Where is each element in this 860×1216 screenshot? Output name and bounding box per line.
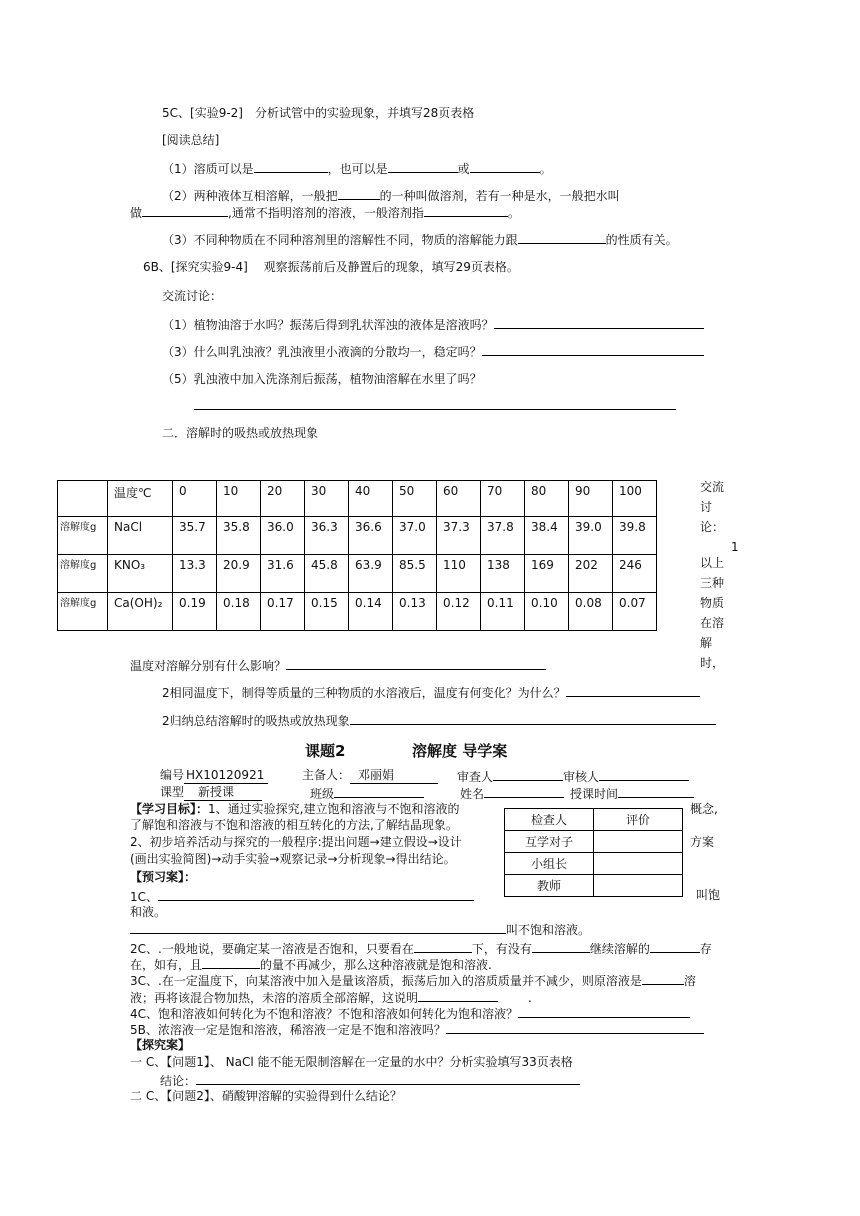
lesson-title-number: 课题2 bbox=[305, 742, 346, 760]
temp-cell: 70 bbox=[481, 481, 525, 517]
value-cell: 246 bbox=[613, 555, 657, 593]
reading-summary-heading: [阅读总结] bbox=[162, 133, 220, 147]
value-cell: 20.9 bbox=[217, 555, 261, 593]
value-cell: 63.9 bbox=[349, 555, 393, 593]
evaluation-table bbox=[504, 808, 683, 897]
preview-q3-cont: 液；再将该混合物加热，未溶的溶质全部溶解，这说明 . bbox=[130, 991, 532, 1005]
value-cell: 0.17 bbox=[261, 593, 305, 631]
preparer-field: 主备人： 邓丽娟 bbox=[302, 768, 438, 784]
temp-cell: 40 bbox=[349, 481, 393, 517]
explore-heading: 【探究案】 bbox=[130, 1038, 191, 1052]
value-cell: 36.0 bbox=[261, 517, 305, 555]
summary-item-3: （3）不同种物质在不同种溶剂里的溶解性不同，物质的溶解能力跟 的性质有关。 bbox=[162, 233, 678, 247]
value-cell: 85.5 bbox=[393, 555, 437, 593]
unit-cell: 溶解度g bbox=[58, 555, 108, 593]
discussion-q1: （1）植物油溶于水吗？振荡后得到乳状浑浊的液体是溶液吗？ bbox=[162, 316, 704, 333]
discussion-q3: （3）什么叫乳浊液？乳浊液里小液滴的分散均一，稳定吗？ bbox=[162, 343, 704, 360]
temp-cell: 0 bbox=[173, 481, 217, 517]
value-cell: 0.10 bbox=[525, 593, 569, 631]
temp-cell: 10 bbox=[217, 481, 261, 517]
temperature-label: 温度℃ bbox=[108, 481, 173, 517]
unit-cell: 溶解度g bbox=[58, 593, 108, 631]
class-field: 班级 bbox=[310, 785, 424, 802]
experiment-9-2-line: 5C、[实验9-2] 分析试管中的实验现象，并填写28页表格 bbox=[162, 106, 475, 120]
goal-line-4: (画出实验简图)→动手实验→观察记录→分析现象→得出结论。 bbox=[130, 852, 456, 866]
eval-row-group-leader: 小组长 bbox=[505, 853, 594, 875]
eval-cell bbox=[594, 853, 683, 875]
side-number: 1 bbox=[731, 540, 739, 554]
temp-cell: 80 bbox=[525, 481, 569, 517]
preview-q1: 1C、 bbox=[130, 888, 474, 905]
preview-q1-cont: 和液。 bbox=[130, 905, 167, 919]
value-cell: 39.8 bbox=[613, 517, 657, 555]
side-discussion-label: 交流讨论： bbox=[700, 480, 725, 534]
summary-item-2-cont: 做 ,通常不指明溶剂的溶液，一般溶剂指 。 bbox=[130, 206, 520, 220]
value-cell: 0.13 bbox=[393, 593, 437, 631]
answer-line bbox=[194, 395, 676, 410]
value-cell: 35.8 bbox=[217, 517, 261, 555]
summary-item-2: （2）两种液体互相溶解，一般把 的一种叫做溶剂，若有一种是水，一般把水叫 bbox=[162, 189, 620, 203]
eval-header-rating: 评价 bbox=[594, 809, 683, 831]
temp-cell: 90 bbox=[569, 481, 613, 517]
temperature-change-question: 2相同温度下，制得等质量的三种物质的水溶液后，温度有何变化？为什么？ bbox=[162, 684, 700, 701]
preview-q3: 3C、.在一定温度下，向某溶液中加入是量该溶质，振荡后加入的溶质质量并不减少，则原溶液是 溶 bbox=[130, 974, 696, 988]
value-cell: 138 bbox=[481, 555, 525, 593]
eval-row-peer: 互学对子 bbox=[505, 831, 594, 853]
value-cell: 13.3 bbox=[173, 555, 217, 593]
solubility-table bbox=[57, 480, 657, 631]
substance-cell: NaCl bbox=[108, 517, 173, 555]
eval-cell bbox=[594, 875, 683, 897]
value-cell: 202 bbox=[569, 555, 613, 593]
temperature-effect-question: 温度对溶解分别有什么影响？ bbox=[130, 657, 546, 674]
table-corner-cell bbox=[58, 481, 108, 517]
temp-cell: 20 bbox=[261, 481, 305, 517]
code-field: 编号 HX10120921 bbox=[160, 768, 268, 784]
temp-cell: 60 bbox=[437, 481, 481, 517]
preview-heading: 【预习案】： bbox=[130, 870, 197, 884]
value-cell: 39.0 bbox=[569, 517, 613, 555]
table-header-row bbox=[58, 481, 657, 517]
experiment-9-4-line: 6B、[探究实验9-4] 观察振荡前后及静置后的现象，填写29页表格。 bbox=[143, 260, 519, 274]
explore-q1: 一 C、【问题1】、 NaCl 能不能无限制溶解在一定量的水中？分析实验填写33页表格 bbox=[130, 1055, 573, 1069]
value-cell: 0.18 bbox=[217, 593, 261, 631]
value-cell: 0.14 bbox=[349, 593, 393, 631]
side-question-text: 以上三种物质在溶解时， bbox=[700, 556, 725, 670]
substance-cell: Ca(OH)₂ bbox=[108, 593, 173, 631]
preview-q5: 5B、浓溶液一定是饱和溶液，稀溶液一定是不饱和溶液吗？ bbox=[130, 1021, 704, 1038]
section-2-heading: 二．溶解时的吸热或放热现象 bbox=[162, 426, 319, 440]
table-row bbox=[58, 517, 657, 555]
value-cell: 35.7 bbox=[173, 517, 217, 555]
explore-q2: 二 C、【问题2】、硝酸钾溶解的实验得到什么结论？ bbox=[130, 1089, 402, 1103]
value-cell: 36.3 bbox=[305, 517, 349, 555]
preview-q2-cont: 在，如有，且 的量不再减少，那么这种溶液就是饱和溶液. bbox=[130, 958, 492, 972]
goal-line-1: 【学习目标】：1、通过实验探究,建立饱和溶液与不饱和溶液的 bbox=[130, 802, 460, 816]
goal-line-3-end: 方案 bbox=[690, 835, 715, 849]
value-cell: 0.19 bbox=[173, 593, 217, 631]
unit-cell: 溶解度g bbox=[58, 517, 108, 555]
goal-line-1-end: 概念, bbox=[690, 802, 718, 816]
temp-cell: 100 bbox=[613, 481, 657, 517]
value-cell: 0.12 bbox=[437, 593, 481, 631]
preview-q2: 2C、.一般地说，要确定某一溶液是否饱和，只要看在 下，有没有 继续溶解的 存 bbox=[130, 942, 712, 956]
substance-cell: KNO₃ bbox=[108, 555, 173, 593]
value-cell: 36.6 bbox=[349, 517, 393, 555]
lesson-title: 溶解度 导学案 bbox=[412, 742, 508, 760]
value-cell: 0.11 bbox=[481, 593, 525, 631]
preview-q4: 4C、饱和溶液如何转化为不饱和溶液？不饱和溶液如何转化为饱和溶液？ bbox=[130, 1005, 690, 1022]
time-field: 授课时间 bbox=[570, 785, 694, 802]
value-cell: 37.8 bbox=[481, 517, 525, 555]
discussion-heading: 交流讨论： bbox=[162, 289, 223, 303]
table-row bbox=[58, 593, 657, 631]
type-field: 课型 新授课 bbox=[160, 785, 262, 801]
preview-q1-line2: 叫不饱和溶液。 bbox=[130, 921, 590, 938]
value-cell: 38.4 bbox=[525, 517, 569, 555]
explore-q1-conclusion: 结论： bbox=[160, 1072, 580, 1089]
value-cell: 37.3 bbox=[437, 517, 481, 555]
value-cell: 45.8 bbox=[305, 555, 349, 593]
eval-row-teacher: 教师 bbox=[505, 875, 594, 897]
goal-line-2: 了解饱和溶液与不饱和溶液的相互转化的方法,了解结晶现象。 bbox=[130, 818, 458, 832]
value-cell: 0.08 bbox=[569, 593, 613, 631]
name-field: 姓名 bbox=[460, 785, 564, 802]
value-cell: 31.6 bbox=[261, 555, 305, 593]
value-cell: 169 bbox=[525, 555, 569, 593]
table-row bbox=[58, 555, 657, 593]
value-cell: 0.15 bbox=[305, 593, 349, 631]
eval-cell bbox=[594, 831, 683, 853]
goal-line-3: 2、初步培养活动与探究的一般程序:提出问题→建立假设→设计 bbox=[130, 835, 462, 849]
summary-item-1: （1）溶质可以是 ，也可以是 或 。 bbox=[162, 162, 552, 176]
value-cell: 0.07 bbox=[613, 593, 657, 631]
discussion-q5: （5）乳浊液中加入洗涤剂后振荡，植物油溶解在水里了吗？ bbox=[162, 372, 482, 386]
preview-q1-end: 叫饱 bbox=[696, 888, 721, 902]
eval-header-checker: 检查人 bbox=[505, 809, 594, 831]
value-cell: 110 bbox=[437, 555, 481, 593]
value-cell: 37.0 bbox=[393, 517, 437, 555]
summary-heat-question: 2归纳总结溶解时的吸热或放热现象 bbox=[162, 712, 716, 729]
temp-cell: 50 bbox=[393, 481, 437, 517]
temp-cell: 30 bbox=[305, 481, 349, 517]
reviewer-field: 审查人 审核人 bbox=[457, 768, 689, 785]
